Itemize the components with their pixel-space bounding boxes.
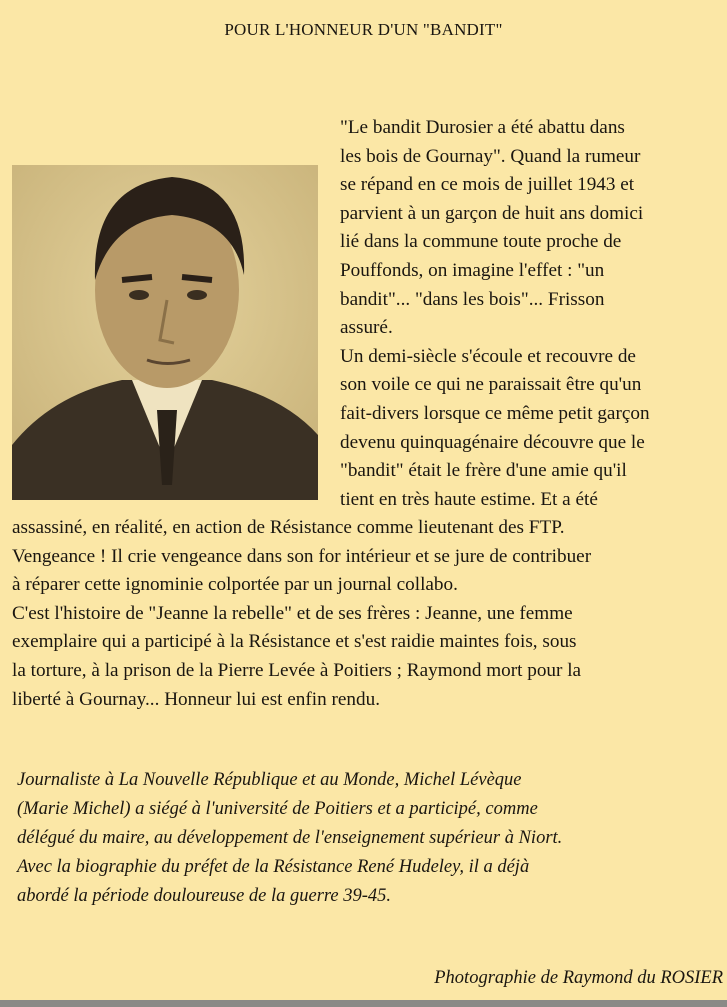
page-title: POUR L'HONNEUR D'UN "BANDIT" [224, 20, 503, 39]
text-line: les bois de Gournay". Quand la rumeur [340, 145, 641, 167]
page-edge [0, 1000, 727, 1007]
author-bio [17, 766, 722, 911]
text-line: devenu quinquagénaire découvre que le [340, 431, 645, 453]
main-paragraph [12, 514, 724, 714]
photo-credit: Photographie de Raymond du ROSIER [434, 968, 723, 988]
text-line: son voile ce qui ne paraissait être qu'un [340, 374, 642, 396]
text-line: parvient à un garçon de huit ans domici [340, 202, 644, 224]
text-line: lié dans la commune toute proche de [340, 231, 622, 253]
bio-line: délégué du maire, au développement de l'enseignement supérieur à Niort. [17, 828, 563, 848]
text-line: "bandit" était le frère d'une amie qu'il [340, 460, 627, 482]
text-line: se répand en ce mois de juillet 1943 et [340, 174, 635, 196]
bio-line: (Marie Michel) a siégé à l'université de Poitiers et a participé, comme [17, 799, 538, 819]
text-line: liberté à Gournay... Honneur lui est enfin rendu. [12, 688, 381, 710]
bio-line: Avec la biographie du préfet de la Résistance René Hudeley, il a déjà [17, 857, 530, 877]
text-line: Pouffonds, on imagine l'effet : "un [340, 259, 605, 281]
text-line: assuré. [340, 317, 393, 339]
text-line: la torture, à la prison de la Pierre Levée à Poitiers ; Raymond mort pour la [12, 659, 582, 681]
text-line: fait-divers lorsque ce même petit garçon [340, 402, 650, 424]
bio-line: abordé la période douloureuse de la guerre 39-45. [17, 886, 392, 906]
text-line: à réparer cette ignominie colportée par un journal collabo. [12, 574, 458, 596]
text-line: Vengeance ! Il crie vengeance dans son for intérieur et se jure de contribuer [12, 545, 592, 567]
portrait-photo [12, 165, 318, 500]
intro-paragraph-column [340, 114, 725, 514]
text-line: bandit"... "dans les bois"... Frisson [340, 288, 605, 310]
text-line: C'est l'histoire de "Jeanne la rebelle" et de ses frères : Jeanne, une femme [12, 602, 573, 624]
text-line: assassiné, en réalité, en action de Résistance comme lieutenant des FTP. [12, 517, 565, 538]
text-line: "Le bandit Durosier a été abattu dans [340, 117, 625, 138]
text-line: tient en très haute estime. Et a été [340, 488, 598, 510]
text-line: Un demi-siècle s'écoule et recouvre de [340, 345, 636, 367]
bio-line: Journaliste à La Nouvelle République et au Monde, Michel Lévèque [17, 770, 522, 790]
text-line: exemplaire qui a participé à la Résistance et s'est raidie maintes fois, sous [12, 631, 577, 653]
